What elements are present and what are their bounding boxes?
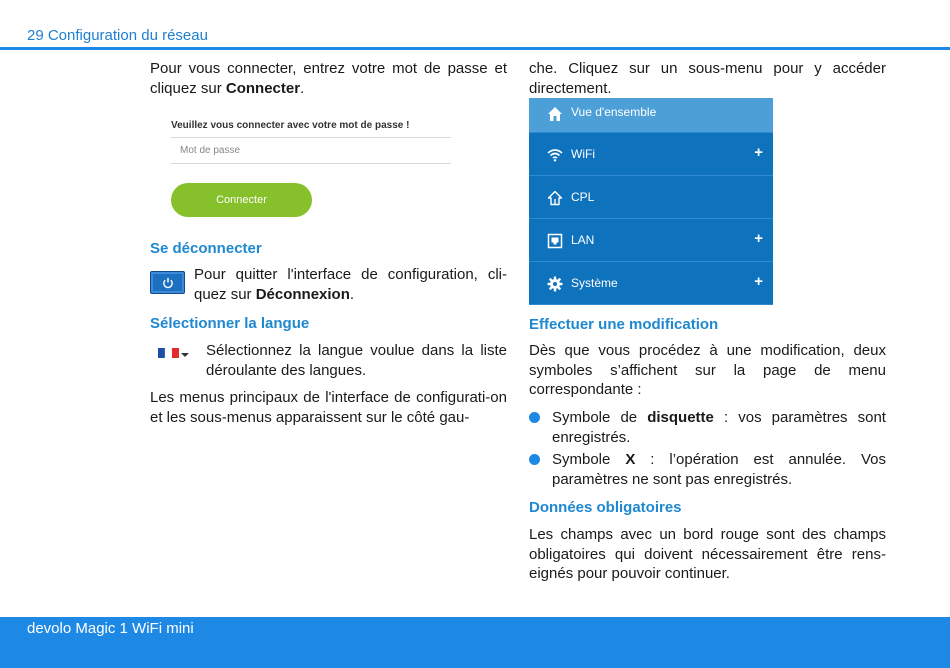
menu-item-label: CPL [571,190,595,204]
password-field[interactable]: Mot de passe [171,137,451,164]
bullet-save: Symbole de disquette : vos paramètres sont enregistrés. [552,409,886,446]
logout-bold: Déconnexion [255,285,350,303]
menu-item-overview[interactable] [529,98,773,133]
cpl-icon [547,190,563,206]
modification-heading: Effectuer une modification [529,316,719,333]
login-form [171,120,451,206]
home-icon [547,106,563,122]
menu-item-wifi[interactable] [529,133,773,176]
page-footer [0,617,950,668]
power-icon [162,277,174,289]
continuation-paragraph: che. Cliquez sur un sous-menu pour y accéder directement. [529,60,886,97]
wifi-icon [547,147,563,163]
menu-item-label: WiFi [571,147,595,161]
menu-item-lan[interactable] [529,219,773,262]
connect-bold: Connecter [225,79,301,97]
logout-button[interactable] [150,271,185,294]
expand-icon[interactable]: + [754,230,763,247]
menus-paragraph: Les menus principaux de l'interface de configurati-on et les sous-menus apparaissent sur le côté gau- [150,389,507,426]
gear-icon [547,276,563,292]
modification-paragraph: Dès que vous procédez à une modification, deux symboles s’affichent sur la page de menu correspondante : [529,342,886,398]
intro-paragraph: Pour vous connecter, entrez votre mot de passe et cliquez sur Connecter. [150,60,507,97]
required-heading: Données obligatoires [529,499,682,516]
footer-product-name: devolo Magic 1 WiFi mini [27,620,194,637]
required-paragraph: Les champs avec un bord rouge sont des champs obligatoires qui doivent nécessairement être rens-eignés pour pouvoir continuer. [529,526,886,582]
side-menu [529,98,773,305]
logout-heading: Se déconnecter [150,240,262,257]
expand-icon[interactable]: + [754,144,763,161]
left-column [150,59,507,426]
connect-button[interactable]: Connecter [171,183,312,217]
menu-item-system[interactable] [529,262,773,305]
page-title: 29 Configuration du réseau [27,27,208,44]
language-heading: Sélectionner la langue [150,315,310,332]
right-column [529,59,886,582]
header-divider [0,47,950,50]
language-paragraph: Sélectionnez la langue voulue dans la liste déroulante des langues. [206,342,507,379]
menu-item-label: LAN [571,233,595,247]
expand-icon[interactable]: + [754,273,763,290]
floppy-bold: disquette [647,409,714,426]
logout-paragraph: Pour quitter l'interface de configuration, cli-quez sur Déconnexion. [194,266,507,303]
bullet-dot [529,454,540,465]
lan-icon [547,233,563,249]
login-label: Veuillez vous connecter avec votre mot de passe ! [171,120,410,131]
bullet-dot [529,412,540,423]
x-bold: X [625,451,636,468]
menu-item-label: Système [571,276,618,290]
french-flag-icon[interactable] [158,347,190,361]
menu-item-cpl[interactable] [529,176,773,219]
menu-item-label: Vue d'ensemble [571,105,657,119]
bullet-cancel: Symbole X : l’opération est annulée. Vos paramètres ne sont pas enregistrés. [552,451,886,488]
